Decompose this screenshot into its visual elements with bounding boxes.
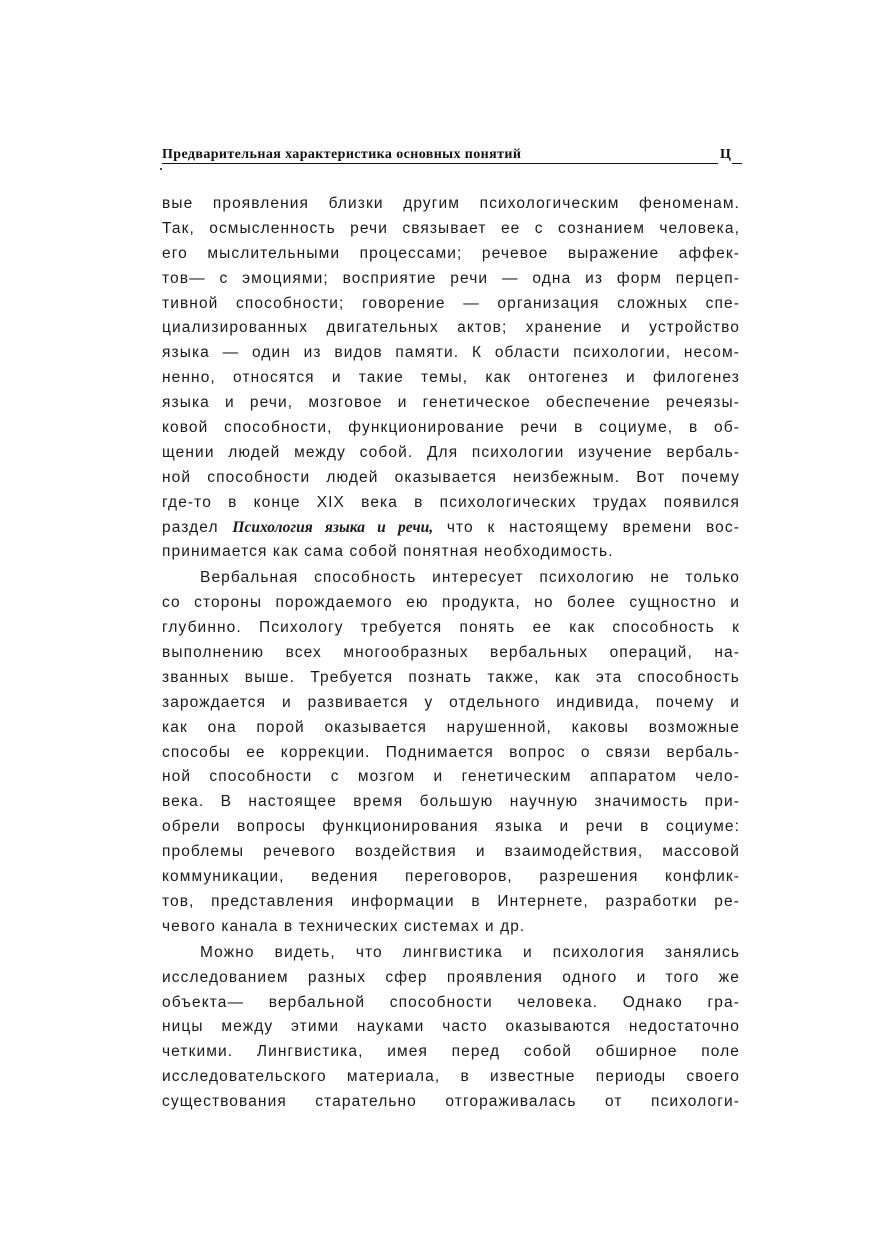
text-line: ной способности людей оказывается неизбежным. Вот почему xyxy=(162,468,740,486)
text-fragment: что к настоящему времени вос- xyxy=(433,518,740,536)
text-line: языка — один из видов памяти. К области психологии, несом- xyxy=(162,344,740,362)
page-marker-underline xyxy=(732,163,742,164)
text-line: чевого канала в технических системах и др. xyxy=(162,917,526,935)
text-line: способы ее коррекции. Поднимается вопрос о связи вербаль- xyxy=(162,743,740,761)
text-line: глубинно. Психологу требуется понять ее как способность к xyxy=(162,619,740,637)
text-line: ницы между этими науками часто оказываются недостаточно xyxy=(162,1018,740,1036)
text-line: Так, осмысленность речи связывает ее с сознанием человека, xyxy=(162,219,740,237)
text-line: вые проявления близки другим психологическим феноменам. xyxy=(162,195,740,212)
page-marker: Ц xyxy=(720,147,732,162)
text-line: ненно, относятся и такие темы, как онтогенез и филогенез xyxy=(162,369,740,387)
text-line: его мыслительными процессами; речевое выражение аффек- xyxy=(162,244,740,262)
text-line: языка и речи, мозговое и генетическое обеспечение речеязы- xyxy=(162,394,740,412)
body-text xyxy=(162,192,740,1115)
text-line: ковой способности, функционирование речи в социуме, в об- xyxy=(162,419,740,437)
text-line: Можно видеть, что лингвистика и психология занялись xyxy=(200,943,740,961)
text-line: званных выше. Требуется познать также, как эта способность xyxy=(162,668,740,686)
text-line: четкими. Лингвистика, имея перед собой обширное поле xyxy=(162,1043,740,1061)
text-line: исследованием разных сфер проявления одного и того же xyxy=(162,968,740,986)
text-line: исследовательского материала, в известные периоды своего xyxy=(162,1068,740,1086)
text-line: объекта— вербальной способности человека. Однако гра- xyxy=(162,993,740,1011)
paragraph-1 xyxy=(162,192,740,565)
text-line: со стороны порождаемого ею продукта, но более сущностно и xyxy=(162,594,740,612)
text-line: выполнению всех многообразных вербальных операций, на- xyxy=(162,644,740,662)
text-line: циализированных двигательных актов; хранение и устройство xyxy=(162,319,740,337)
text-line: века. В настоящее время большую научную значимость при- xyxy=(162,793,740,811)
text-line-with-emphasis xyxy=(162,516,740,541)
running-header xyxy=(162,147,740,165)
text-line: существования старательно отгораживалась от психологи- xyxy=(162,1093,740,1111)
text-line: тов, представления информации в Интернете, разработки ре- xyxy=(162,892,740,910)
text-line: коммуникации, ведения переговоров, разрешения конфлик- xyxy=(162,868,740,886)
text-line: щении людей между собой. Для психологии изучение вербаль- xyxy=(162,443,740,461)
text-line: где-то в конце XIX века в психологических трудах появился xyxy=(162,493,740,511)
header-underline xyxy=(162,163,718,164)
text-line: ной способности с мозгом и генетическим аппаратом чело- xyxy=(162,768,740,786)
paragraph-2 xyxy=(162,566,740,939)
text-line: тивной способности; говорение — организация сложных спе- xyxy=(162,294,740,312)
text-line: принимается как сама собой понятная необходимость. xyxy=(162,543,614,561)
text-line: как она порой оказывается нарушенной, каковы возможные xyxy=(162,718,740,736)
emphasized-term: Психология языка и речи, xyxy=(232,518,434,536)
text-line: зарождается и развивается у отдельного индивида, почему и xyxy=(162,693,740,711)
text-line: проблемы речевого воздействия и взаимодействия, массовой xyxy=(162,843,740,861)
running-title: Предварительная характеристика основных понятий xyxy=(162,147,522,162)
paragraph-3 xyxy=(162,941,740,1115)
text-fragment: раздел xyxy=(162,518,233,536)
text-line: обрели вопросы функционирования языка и речи в социуме: xyxy=(162,818,740,836)
text-line: Вербальная способность интересует психологию не только xyxy=(200,569,740,587)
text-line: тов— с эмоциями; восприятие речи — одна из форм перцеп- xyxy=(162,269,740,287)
scan-speck xyxy=(160,168,162,170)
